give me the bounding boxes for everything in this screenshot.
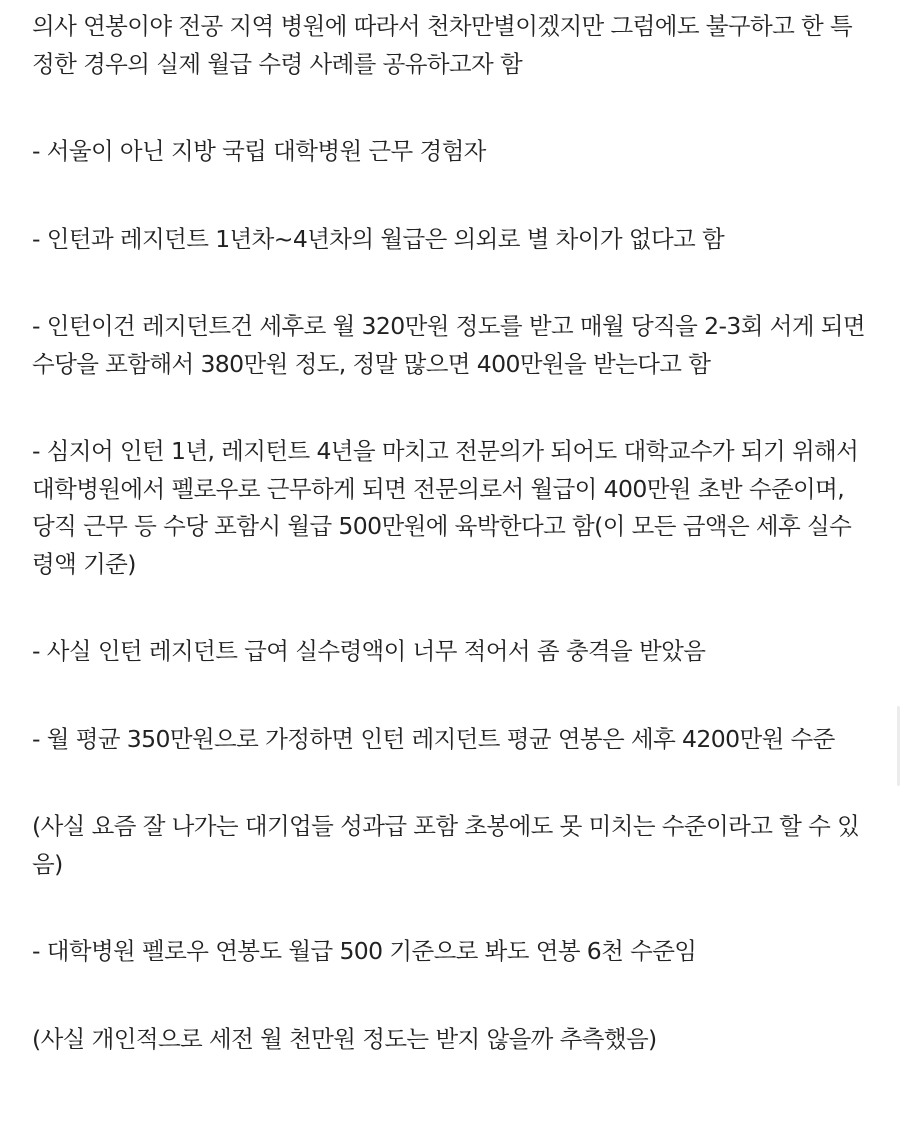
aside-guess: (사실 개인적으로 세전 월 천만원 정도는 받지 않을까 추측했음) [32, 1024, 657, 1053]
post-body [32, 8, 882, 1058]
paragraph-spacer [32, 671, 882, 721]
paragraph-spacer [32, 258, 882, 308]
paragraph-spacer [32, 171, 882, 221]
bullet-annual-average: - 월 평균 350만원으로 가정하면 인턴 레지던트 평균 연봉은 세후 4200만원 수준 [32, 724, 835, 753]
bullet-fellow-annual: - 대학병원 펠로우 연봉도 월급 500 기준으로 봐도 연봉 6천 수준임 [32, 937, 697, 965]
paragraph-spacer [32, 883, 882, 933]
bullet-monthly-pay: - 인턴이건 레지던트건 세후로 월 320만원 정도를 받고 매월 당직을 2-3회 서게 되면 수당을 포함해서 380만원 정도, 정말 많으면 400만원을 받는다고 함 [32, 312, 865, 378]
aside-comparison: (사실 요즘 잘 나가는 대기업들 성과급 포함 초봉에도 못 미치는 수준이라고 할 수 있 음) [32, 812, 860, 878]
paragraph-spacer [32, 971, 882, 1021]
bullet-fellow-pay: - 심지어 인턴 1년, 레지턴트 4년을 마치고 전문의가 되어도 대학교수가 되기 위해서 대학병원에서 펠로우로 근무하게 되면 전문의로서 월급이 400만원 초반 수준이며, 당직 근무 등 수당 포함시 월급 500만원에 육박한다고 함(이 모든 금액은 세후 실수 령액 기준) [32, 437, 859, 578]
paragraph-spacer [32, 383, 882, 433]
bullet-resident-salary-similar: - 인턴과 레지던트 1년차~4년차의 월급은 의외로 별 차이가 없다고 함 [32, 224, 725, 253]
paragraph-spacer [32, 83, 882, 133]
bullet-experience: - 서울이 아닌 지방 국립 대학병원 근무 경험자 [32, 137, 486, 165]
intro-paragraph: 의사 연봉이야 전공 지역 병원에 따라서 천차만별이겠지만 그럼에도 불구하고 한 특 정한 경우의 실제 월급 수령 사례를 공유하고자 함 [32, 12, 853, 78]
paragraph-spacer [32, 758, 882, 808]
paragraph-spacer [32, 583, 882, 633]
bullet-shock: - 사실 인턴 레지던트 급여 실수령액이 너무 적어서 좀 충격을 받았음 [32, 637, 706, 665]
